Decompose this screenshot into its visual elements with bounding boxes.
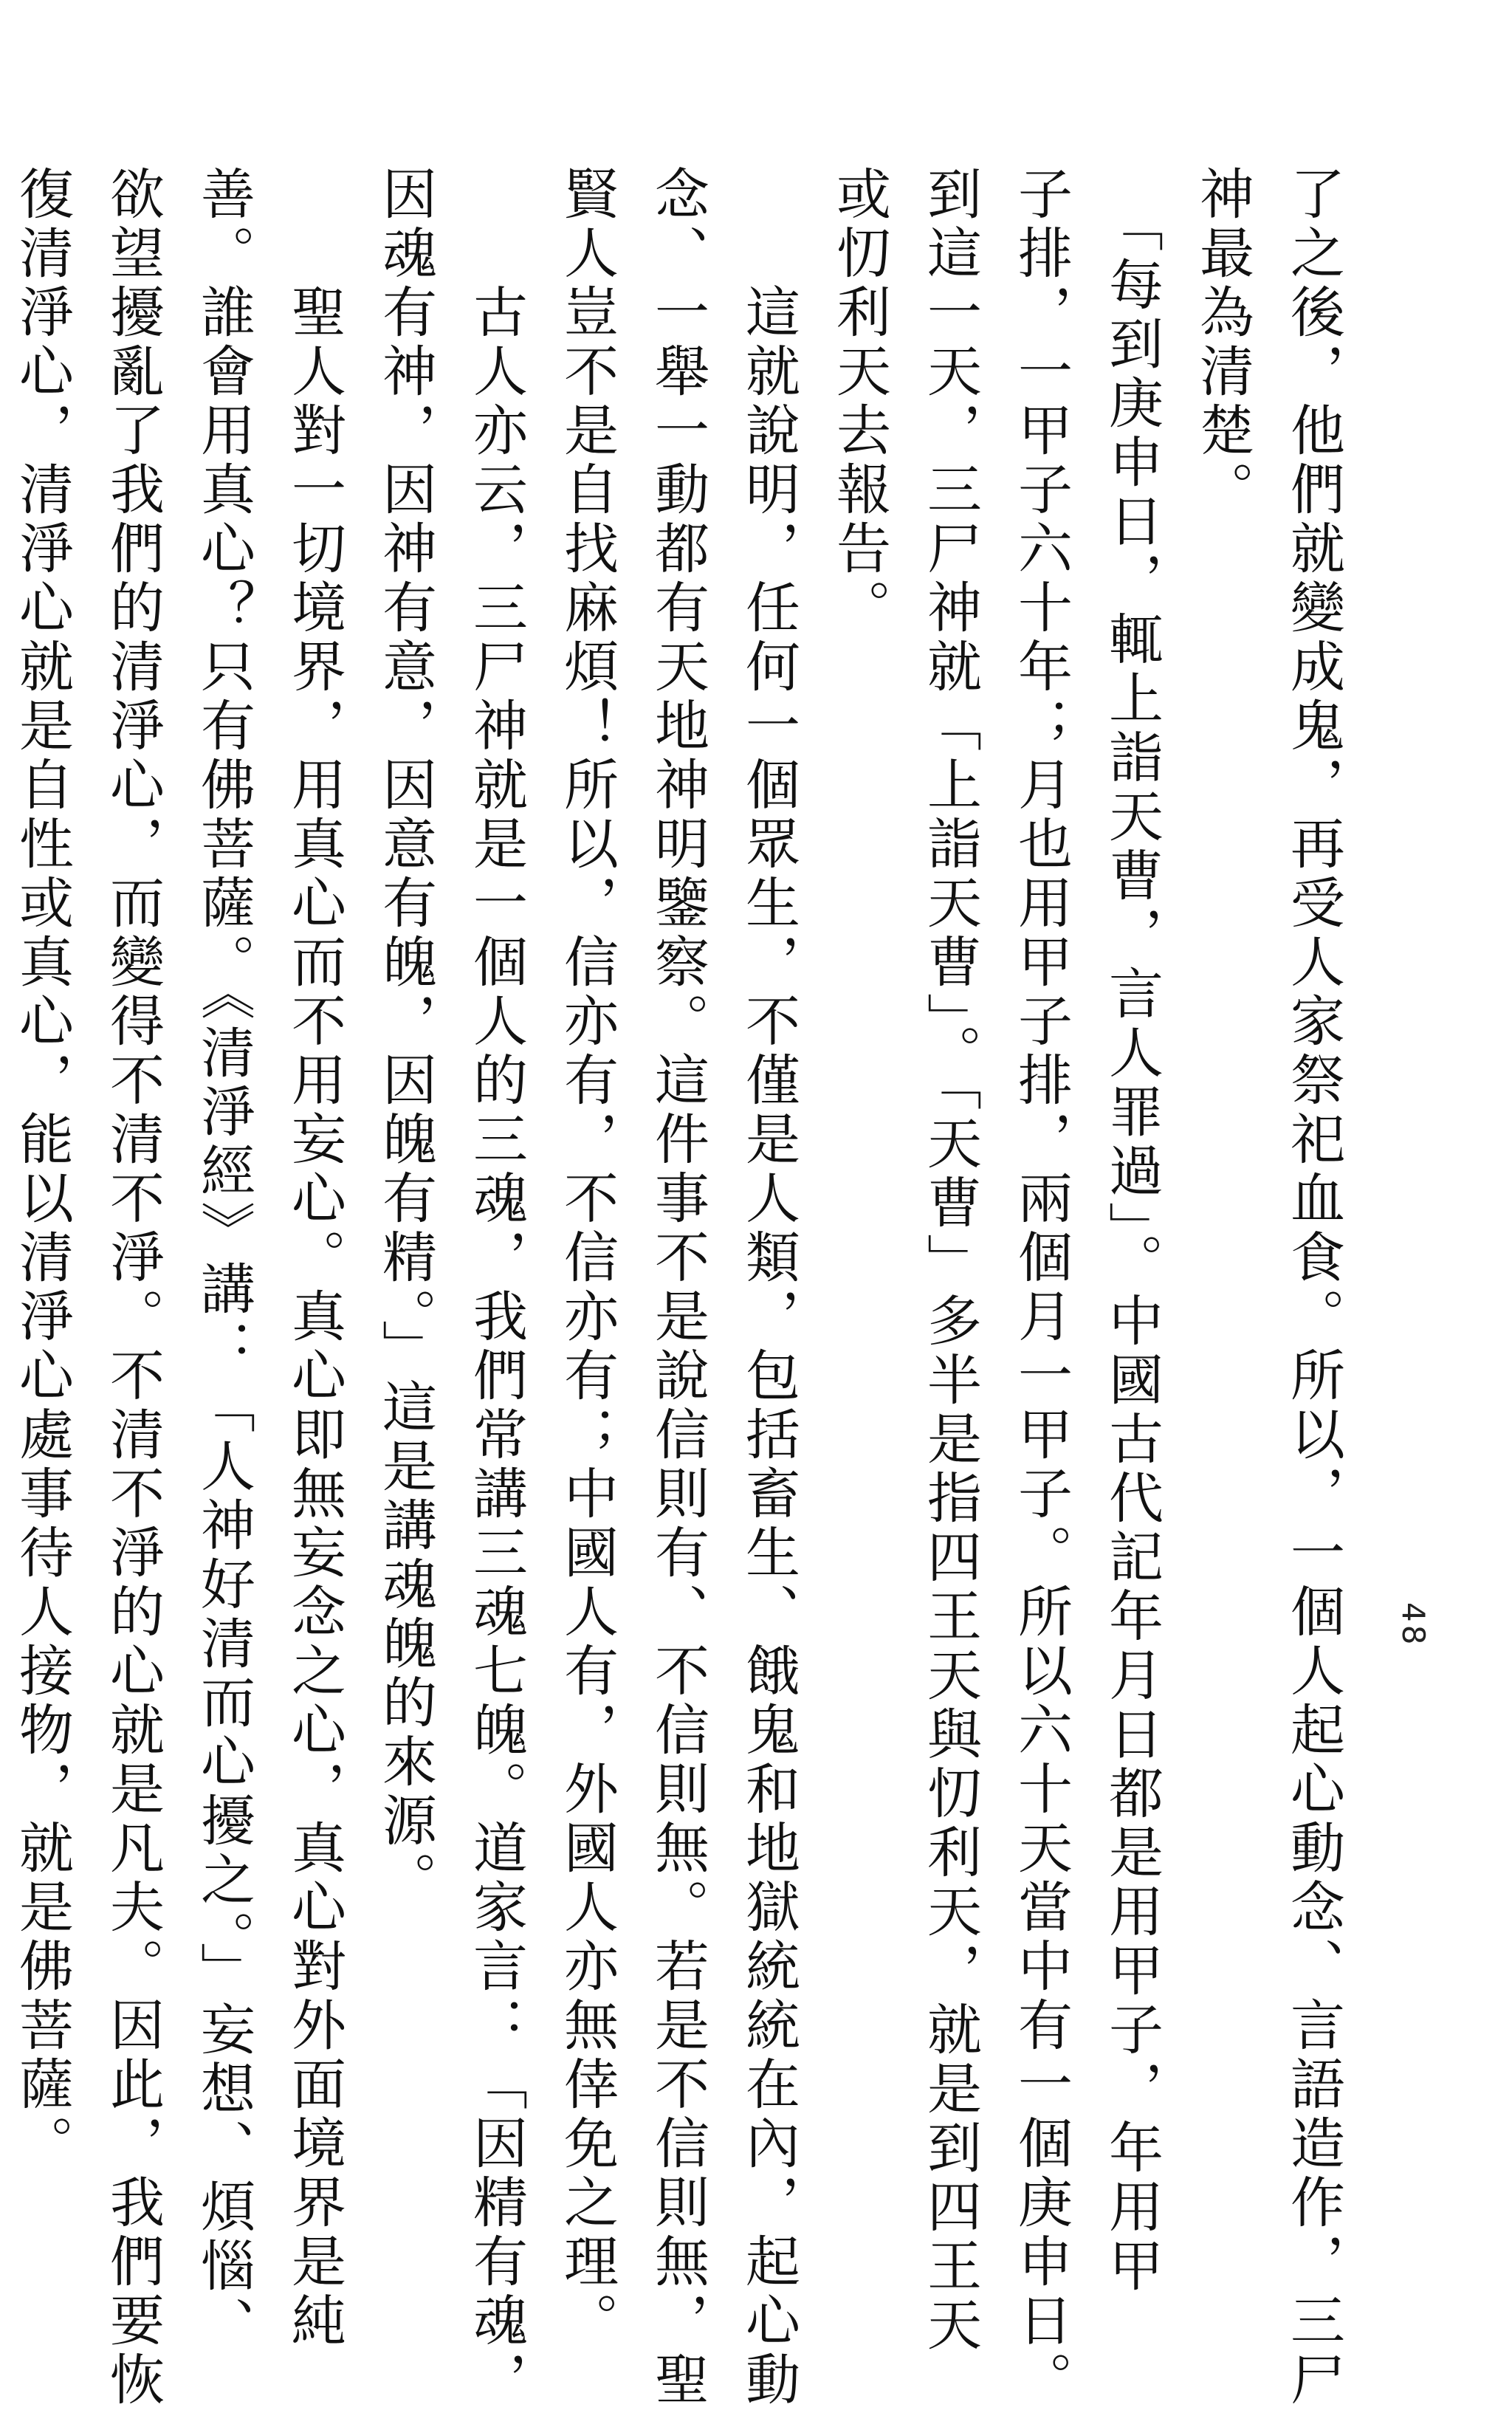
paragraph-5: 聖人對一切境界，用真心而不用妄心。真心即無妄念之心，真心對外面境界是純 善。誰會用真心？只有佛菩薩。《清淨經》講：「人神好清而心擾之。」妄想、煩惱、 欲望擾亂了我們的清淨心，而變得不清不淨。不清不淨的心就是凡夫。因此，我們要恢 復清淨心，清淨心就是自性或真心，能以清淨心處事待人接物，就是佛菩薩。 [10,165,346,2410]
vertical-text-body [0,165,1358,2410]
paragraph-3: 這就說明，任何一個眾生，不僅是人類，包括畜生、餓鬼和地獄統統在內，起心動 念、一舉一動都有天地神明鑒察。這件事不是說信則有、不信則無。若是不信則無，聖 賢人豈不是自找麻煩！所以，信亦有，不信亦有；中國人有，外國人亦無倖免之理。 [555,165,800,2410]
page-number: 48 [1395,1602,1432,1648]
paragraph-2: 「每到庚申日，輒上詣天曹，言人罪過」。中國古代記年月日都是用甲子，年用甲 子排，一甲子六十年；月也用甲子排，兩個月一甲子。所以六十天當中有一個庚申日。 到這一天，三尸神就「上詣天曹」。「天曹」多半是指四王天與忉利天，就是到四王天 或忉利天去報告。 [828,165,1164,2410]
paragraph-4: 古人亦云，三尸神就是一個人的三魂，我們常講三魂七魄。道家言：「因精有魂， 因魂有神，因神有意，因意有魄，因魄有精。」這是講魂魄的來源。 [374,165,528,2410]
paragraph-1: 了之後，他們就變成鬼，再受人家祭祀血食。所以，一個人起心動念、言語造作，三尸 神最為清楚。 [1191,165,1345,2410]
